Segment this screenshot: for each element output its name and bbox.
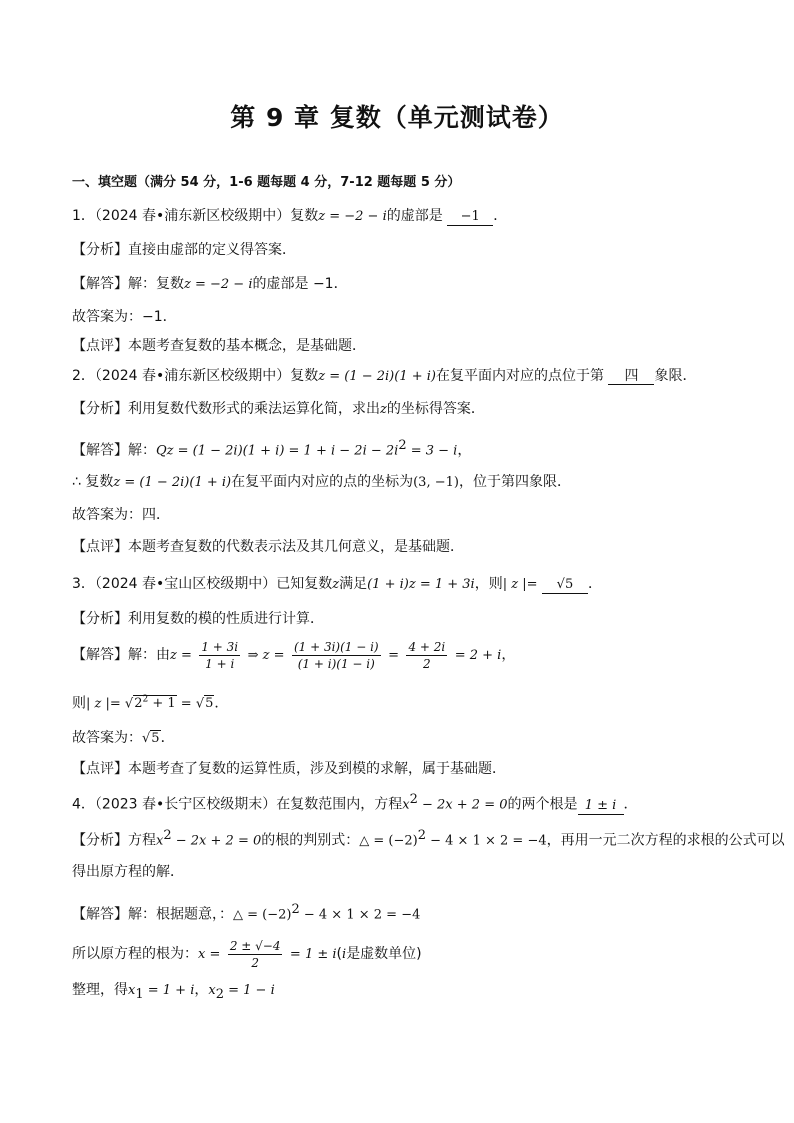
q2-stem-text: 2．（2024 春•浦东新区校级期中）复数	[72, 368, 319, 384]
solution-label: 【解答】	[72, 906, 128, 923]
q3-final-text: 故答案为：	[72, 730, 142, 746]
q2-analysis	[72, 399, 485, 420]
q3-solution	[72, 636, 515, 675]
q2-line2-text-b: 在复平面内对应的点的坐标为	[231, 474, 414, 490]
q2-sol-sup: 2	[398, 438, 407, 453]
analysis-label: 【分析】	[72, 242, 128, 258]
q3-comment	[72, 759, 506, 779]
q4-roots-text: 所以原方程的根为：	[72, 946, 198, 962]
q4-roots-fraction	[228, 938, 283, 971]
q2-sol-math: Qz = (1 − 2i)(1 + i) = 1 + i − 2i − 2i	[156, 443, 399, 459]
q1-comment	[72, 336, 366, 356]
q3-frac1-numerator: 1 + 3i	[201, 639, 239, 654]
q2-stem-math: z = (1 − 2i)(1 + i)	[318, 369, 436, 384]
q1-stem-text-b: 的虚部是	[386, 208, 443, 224]
q4-analysis-math: x	[156, 833, 164, 849]
q4-answer-blank: 1 ± i	[578, 798, 624, 815]
q4-x1-value: = 1 + i	[143, 983, 195, 998]
q4-roots-note-open: (	[336, 946, 343, 962]
q4-stem-end: ．	[623, 796, 638, 813]
q1-stem-text: 1．（2024 春•浦东新区校级期中）复数	[72, 208, 319, 224]
q2-comment	[72, 537, 464, 557]
q3-stem	[72, 574, 602, 595]
page-title: 第 9 章 复数（单元测试卷）	[230, 103, 564, 132]
q4-analysis-text-b: 的根的判别式：	[261, 832, 360, 849]
sqrt-sign-icon: √	[142, 731, 151, 746]
q2-solution-line2	[72, 472, 571, 493]
q3-fraction-3	[406, 639, 447, 672]
q4-analysis-disc: △ = (−2)	[359, 833, 418, 849]
q2-analysis-text-b: 的坐标得答案．	[386, 401, 485, 417]
q3-frac3-numerator: 4 + 2i	[408, 639, 446, 654]
q4-x2-sub: 2	[215, 986, 224, 1002]
q4-roots-denominator: 2	[251, 955, 259, 970]
q3-sol-text: 解：由	[128, 647, 170, 663]
q3-frac2-numerator: (1 + 3i)(1 − i)	[293, 639, 379, 654]
q1-sol-math: z = −2 − i	[184, 277, 253, 292]
q2-comment-text: 本题考查复数的代数表示法及其几何意义，是基础题．	[128, 539, 464, 555]
q4-simplify-sep: ，	[194, 982, 209, 998]
q3-frac2-denominator: (1 + i)(1 − i)	[297, 656, 375, 671]
q4-analysis-text: 方程	[128, 832, 156, 849]
q3-abs-radicand-tail: + 1	[148, 696, 176, 712]
analysis-label: 【分析】	[72, 832, 128, 849]
solution-label: 【解答】	[72, 442, 128, 459]
section-heading: 一、填空题（满分 54 分，1-6 题每题 4 分，7-12 题每题 5 分）	[72, 175, 461, 190]
solution-label: 【解答】	[72, 276, 128, 292]
q1-solution	[72, 274, 348, 295]
q3-stem-z: z	[332, 577, 340, 592]
q4-stem-math2: − 2x + 2 = 0	[417, 797, 508, 813]
q3-arrow: ⇒ z =	[247, 648, 285, 663]
q1-stem	[72, 206, 507, 227]
q1-analysis	[72, 240, 296, 260]
q4-roots-x: x =	[198, 947, 221, 962]
comment-label: 【点评】	[72, 761, 128, 777]
q2-analysis-math: z	[380, 402, 387, 417]
q3-abs-radicand-sup: 2	[142, 695, 149, 705]
q4-solution	[72, 900, 420, 926]
q1-comment-text: 本题考查复数的基本概念，是基础题．	[128, 338, 366, 354]
q3-abs-radicand	[133, 695, 176, 711]
q4-x1-sub: 1	[135, 986, 144, 1002]
comment-label: 【点评】	[72, 338, 128, 354]
q3-comment-text: 本题考查了复数的运算性质，涉及到模的求解，属于基础题．	[128, 761, 506, 777]
q3-frac3-denominator: 2	[423, 656, 431, 671]
q1-final: 故答案为：−1．	[72, 309, 177, 325]
q3-analysis-text: 利用复数的模的性质进行计算．	[128, 611, 324, 627]
q4-x2-value: = 1 − i	[224, 983, 275, 998]
q4-simplify-text: 整理，得	[72, 982, 128, 998]
q3-sol-end: ，	[501, 647, 516, 663]
q4-analysis	[72, 826, 785, 852]
q2-line2-math: z = (1 − 2i)(1 + i)	[113, 475, 232, 490]
q3-final-end: ．	[160, 730, 175, 746]
q3-final-value: 5	[151, 731, 160, 746]
q4-sol-disc-sup: 2	[291, 902, 300, 917]
q3-abs-text: 则	[72, 695, 86, 712]
q4-simplify	[72, 980, 275, 1005]
q2-line2-text: ∴ 复数	[72, 474, 114, 490]
q2-final: 故答案为：四．	[72, 507, 170, 523]
analysis-label: 【分析】	[72, 401, 128, 417]
q3-abs-result: 5	[205, 696, 214, 712]
q4-analysis-line2: 得出原方程的解．	[72, 864, 184, 880]
q2-stem-text-c: 象限．	[654, 368, 697, 384]
q3-abs-equals: =	[176, 696, 196, 712]
sqrt-sign-icon: √	[124, 696, 134, 712]
q3-abs-math: | z |=	[86, 696, 125, 712]
q3-sol-z: z =	[170, 648, 192, 663]
q2-sol-math2: = 3 − i	[406, 443, 458, 459]
q3-fraction-1	[199, 639, 240, 672]
q3-stem-text: 3．（2024 春•宝山区校级期中）已知复数	[72, 576, 333, 592]
q4-roots	[72, 935, 422, 974]
q4-sol-disc-tail: − 4 × 1 × 2 = −4	[299, 907, 421, 923]
q3-stem-text-c: ，则	[474, 576, 503, 592]
q4-analysis-math2: − 2x + 2 = 0	[171, 833, 262, 849]
q3-fraction-2	[292, 639, 381, 672]
q4-roots-numerator: 2 ± √−4	[229, 938, 281, 953]
q3-frac1-denominator: 1 + i	[205, 656, 235, 671]
q3-stem-text-b: 满足	[339, 576, 368, 592]
q4-sol-text: 解：根据题意，：	[128, 906, 233, 923]
q4-analysis-disc-sup: 2	[417, 828, 426, 843]
q2-stem-text-b: 在复平面内对应的点位于第	[436, 368, 604, 384]
q3-answer-blank: √5	[542, 577, 588, 594]
q1-stem-end: ．	[493, 208, 508, 224]
q4-sol-disc: △ = (−2)	[233, 907, 292, 923]
q4-analysis-sup: 2	[163, 828, 172, 843]
q4-stem-text: 4．（2023 春•长宁区校级期末）在复数范围内，方程	[72, 796, 403, 813]
q3-stem-abs: | z |=	[502, 577, 538, 592]
q3-abs-end: ．	[214, 695, 229, 712]
q2-sol-end: ，	[457, 442, 472, 459]
sqrt-sign-icon: √	[195, 696, 205, 712]
q4-analysis-disc-tail: − 4 × 1 × 2 = −4	[426, 833, 547, 849]
q4-x1: x	[128, 983, 136, 998]
q4-roots-note-i: i	[342, 947, 347, 962]
q4-stem-sup: 2	[409, 792, 418, 807]
q2-sol-text: 解：	[128, 442, 156, 459]
q3-stem-math: (1 + i)z = 1 + 3i	[367, 577, 475, 592]
q2-stem	[72, 366, 696, 387]
q1-answer-blank: −1	[447, 209, 493, 226]
q1-sol-text-b: 的虚部是 −1．	[252, 276, 348, 292]
q4-stem-math: x	[402, 797, 410, 813]
q1-analysis-text: 直接由虚部的定义得答案．	[128, 242, 296, 258]
q4-stem-text-b: 的两个根是	[507, 796, 578, 813]
q1-sol-text: 解：复数	[128, 276, 184, 292]
comment-label: 【点评】	[72, 539, 128, 555]
q4-stem	[72, 790, 638, 816]
q1-stem-math: z = −2 − i	[318, 209, 387, 224]
q3-modulus-line	[72, 690, 228, 714]
q3-stem-end: ．	[587, 576, 602, 592]
q3-analysis	[72, 609, 324, 629]
q3-abs-radicand-base: 2	[134, 696, 143, 712]
q2-solution	[72, 436, 471, 462]
q4-x2: x	[208, 983, 216, 998]
q4-analysis-text-c: ，再用一元二次方程的求根的公式可以	[546, 832, 785, 849]
q4-roots-tail: = 1 ± i	[289, 947, 337, 962]
q3-equals: =	[388, 648, 399, 663]
q3-final	[72, 728, 175, 749]
solution-label: 【解答】	[72, 647, 128, 663]
q2-answer-blank: 四	[608, 368, 654, 385]
q4-roots-note-text: 是虚数单位)	[346, 946, 422, 962]
analysis-label: 【分析】	[72, 611, 128, 627]
q2-analysis-text: 利用复数代数形式的乘法运算化简，求出	[128, 401, 380, 417]
q3-sol-tail: = 2 + i	[454, 648, 502, 663]
q2-line2-text-c: ，位于第四象限．	[458, 474, 571, 490]
q2-line2-coord: (3, −1)	[413, 475, 459, 490]
